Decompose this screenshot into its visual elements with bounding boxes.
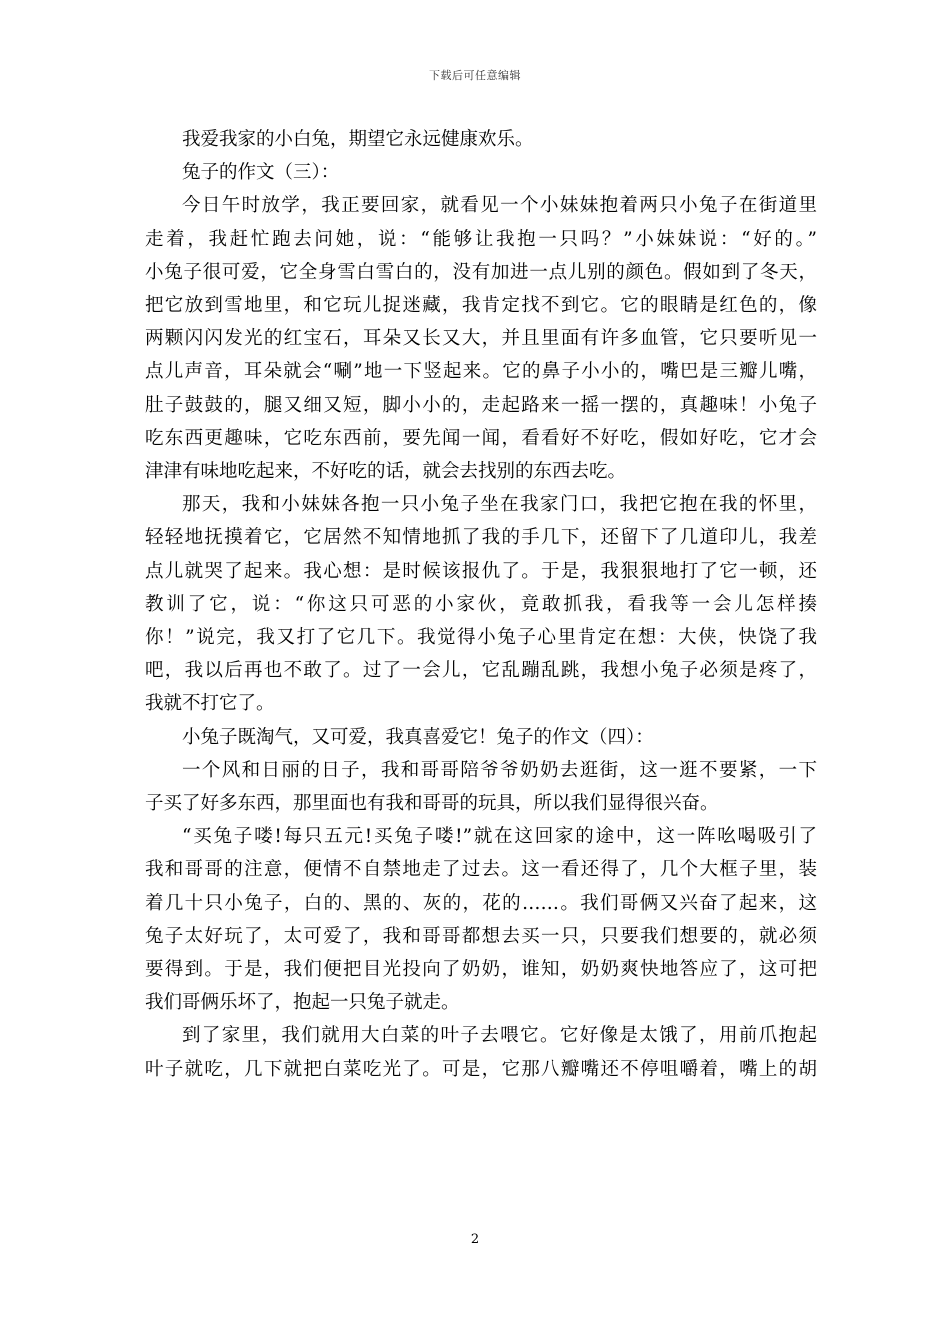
paragraph [145, 123, 817, 156]
paragraph-line: 小兔子很可爱，它全身雪白雪白的，没有加进一点儿别的颜色。假如到了冬天， [145, 261, 817, 283]
page-number: 2 [470, 1232, 480, 1247]
paragraph-line: 我就不打它了。 [145, 693, 275, 715]
paragraph-line: 吃东西更趣味，它吃东西前，要先闻一闻，看看好不好吃，假如好吃，它才会 [145, 427, 817, 449]
paragraph-line: 把它放到雪地里，和它玩儿捉迷藏，我肯定找不到它。它的眼睛是红色的，像 [145, 295, 817, 317]
paragraph-line: 要得到。于是，我们便把目光投向了奶奶，谁知，奶奶爽快地答应了，这可把 [145, 959, 817, 981]
paragraph [145, 189, 817, 488]
paragraph-line: 到了家里，我们就用大白菜的叶子去喂它。它好像是太饿了，用前爪抱起 [182, 1025, 817, 1047]
paragraph-line: 你！”说完，我又打了它几下。我觉得小兔子心里肯定在想：大侠，快饶了我 [145, 627, 817, 649]
paragraph-line: 兔子太好玩了，太可爱了，我和哥哥都想去买一只，只要我们想要的，就必须 [145, 925, 817, 947]
paragraph [145, 488, 817, 720]
paragraph [145, 721, 817, 754]
document-body [145, 123, 817, 1086]
paragraph-line: 小兔子既淘气，又可爱，我真喜爱它！兔子的作文（四）： [182, 726, 654, 748]
paragraph-line: 兔子的作文（三）： [182, 162, 340, 184]
paragraph-line: 点儿声音，耳朵就会“唰”地一下竖起来。它的鼻子小小的，嘴巴是三瓣儿嘴， [145, 361, 817, 383]
paragraph-line: 肚子鼓鼓的，腿又细又短，脚小小的，走起路来一摇一摆的，真趣味！小兔子 [145, 394, 817, 416]
paragraph-line: 津津有味地吃起来，不好吃的话，就会去找别的东西去吃。 [145, 461, 627, 483]
paragraph [145, 1019, 817, 1085]
paragraph-line: 轻轻地抚摸着它，它居然不知情地抓了我的手几下，还留下了几道印儿，我差 [145, 527, 817, 549]
paragraph-line: 那天，我和小妹妹各抱一只小兔子坐在我家门口，我把它抱在我的怀里， [182, 494, 817, 516]
paragraph [145, 156, 817, 189]
paragraph-line: 我们哥俩乐坏了，抱起一只兔子就走。 [145, 992, 460, 1014]
paragraph-line: 两颗闪闪发光的红宝石，耳朵又长又大，并且里面有许多血管，它只要听见一 [145, 328, 817, 350]
paragraph-line: 今日午时放学，我正要回家，就看见一个小妹妹抱着两只小兔子在街道里 [182, 195, 817, 217]
paragraph-line: 走着，我赶忙跑去问她，说：“能够让我抱一只吗？”小妹妹说：“好的。” [145, 228, 817, 250]
paragraph-line: 着几十只小兔子，白的、黑的、灰的，花的……。我们哥俩又兴奋了起来，这 [145, 892, 817, 914]
paragraph-line: 子买了好多东西，那里面也有我和哥哥的玩具，所以我们显得很兴奋。 [145, 793, 719, 815]
paragraph-line: 一个风和日丽的日子，我和哥哥陪爷爷奶奶去逛街，这一逛不要紧，一下 [182, 759, 817, 781]
paragraph-line: 点儿就哭了起来。我心想：是时候该报仇了。于是，我狠狠地打了它一顿，还 [145, 560, 817, 582]
paragraph-line: 吧，我以后再也不敢了。过了一会儿，它乱蹦乱跳，我想小兔子必须是疼了， [145, 660, 817, 682]
paragraph-line: 我和哥哥的注意，便情不自禁地走了过去。这一看还得了，几个大框子里，装 [145, 859, 817, 881]
page-header: 下载后可任意编辑 [429, 69, 521, 82]
paragraph-line: 教训了它，说：“你这只可恶的小家伙，竟敢抓我，看我等一会儿怎样揍 [145, 593, 817, 615]
paragraph [145, 820, 817, 1019]
paragraph-line: “买兔子喽!每只五元!买兔子喽!”就在这回家的途中，这一阵吆喝吸引了 [182, 826, 817, 848]
paragraph-line: 我爱我家的小白兔，期望它永远健康欢乐。 [182, 129, 534, 150]
paragraph [145, 754, 817, 820]
paragraph-line: 叶子就吃，几下就把白菜吃光了。可是，它那八瓣嘴还不停咀嚼着，嘴上的胡 [145, 1058, 817, 1080]
